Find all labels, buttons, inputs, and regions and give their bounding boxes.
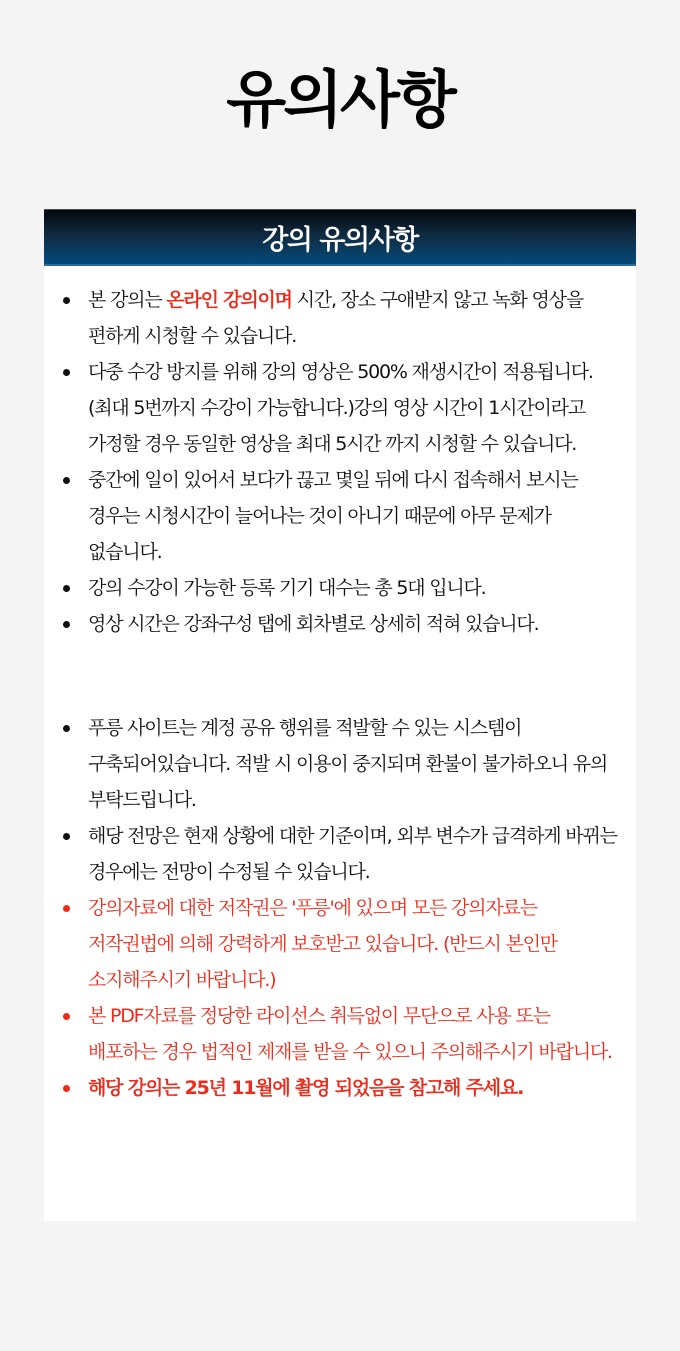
notice-text: 중간에 일이 있어서 보다가 끊고 몇일 뒤에 다시 접속해서 보시는 경우는 시청시간이 늘어나는 것이 아니기 때문에 아무 문제가 없습니다. [88,469,578,563]
notice-list-general [44,282,636,642]
notice-item-online-course [44,282,618,354]
bullet-icon [63,477,70,484]
card-header-title: 강의 유의사항 [262,224,418,256]
page-title: 유의사항 [226,63,454,136]
notice-text: 푸릉 사이트는 계정 공유 행위를 적발할 수 있는 시스템이 구축되어있습니다. 적발 시 이용이 중지되며 환불이 불가하오니 유의 부탁드립니다. [88,717,608,811]
notice-text: 강의자료에 대한 저작권은 '푸릉'에 있으며 모든 강의자료는 저작권법에 의해 강력하게 보호받고 있습니다. (반드시 본인만 소지해주시기 바랍니다.) [88,897,557,991]
notice-item-video-duration [44,606,618,642]
bullet-icon [63,621,70,628]
bullet-icon [63,1085,70,1092]
notice-item-pdf-distribution [44,998,618,1070]
notice-item-copyright [44,890,618,998]
notice-item-recording-date [44,1070,618,1106]
notice-highlight-online: 온라인 강의이며 [166,289,292,311]
notice-text-suffix: 시간, 장소 구애받지 않고 녹화 영상을 편하게 시청할 수 있습니다. [88,289,583,347]
notice-text: 해당 전망은 현재 상황에 대한 기준이며, 외부 변수가 급격하게 바뀌는 경우에는 전망이 수정될 수 있습니다. [88,825,617,883]
notice-text: 본 PDF자료를 정당한 라이선스 취득없이 무단으로 사용 또는 배포하는 경우 법적인 제재를 받을 수 있으니 주의해주시기 바랍니다. [88,1005,612,1063]
bullet-icon [63,725,70,732]
notice-text-prefix: 본 강의는 [88,289,167,311]
bullet-icon [63,833,70,840]
notice-item-account-sharing [44,710,618,818]
card-header [44,209,636,266]
bullet-icon [63,585,70,592]
bullet-icon [63,369,70,376]
notice-text: 다중 수강 방지를 위해 강의 영상은 500% 재생시간이 적용됩니다. (최대 5번까지 수강이 가능합니다.)강의 영상 시간이 1시간이라고 가정할 경우 동일한 영상을 최대 5시간 까지 시청할 수 있습니다. [88,361,593,455]
notice-item-device-limit [44,570,618,606]
bullet-icon [63,1013,70,1020]
notice-text: 강의 수강이 가능한 등록 기기 대수는 총 5대 입니다. [88,577,486,599]
notice-item-playback-limit [44,354,618,462]
notice-item-forecast-disclaimer [44,818,618,890]
bullet-icon [63,905,70,912]
course-notice-card [44,209,636,1221]
notice-list-policy [44,710,636,1106]
notice-text: 해당 강의는 25년 11월에 촬영 되었음을 참고해 주세요. [88,1077,524,1099]
notice-text: 영상 시간은 강좌구성 탭에 회차별로 상세히 적혀 있습니다. [88,613,539,635]
notice-item-resume-viewing [44,462,618,570]
bullet-icon [63,297,70,304]
